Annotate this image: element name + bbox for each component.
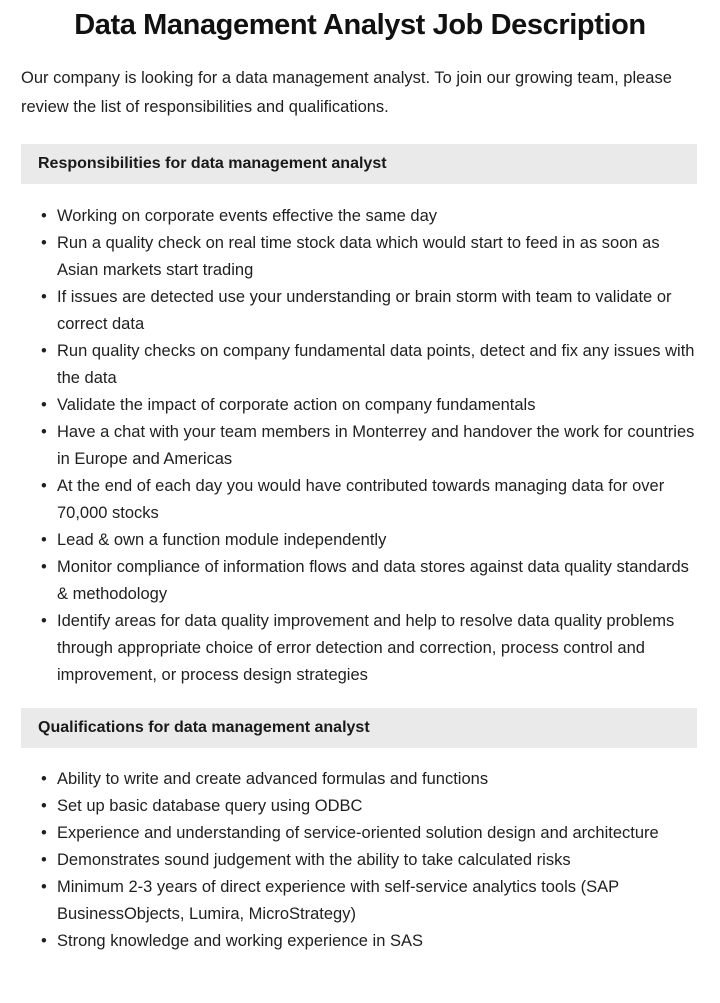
qualifications-heading-label: Qualifications for data management analyst (38, 719, 370, 736)
list-item (0, 820, 720, 847)
list-item-text: Have a chat with your team members in Monterrey and handover the work for countries in Europe and Americas (57, 423, 695, 468)
bullet-icon: • (41, 878, 47, 896)
qualifications-list (0, 748, 720, 955)
list-item-text: Working on corporate events effective the same day (57, 207, 438, 225)
bullet-icon: • (41, 851, 47, 869)
list-item (0, 527, 720, 554)
list-item (0, 203, 720, 230)
list-item-text: Set up basic database query using ODBC (57, 797, 363, 815)
bullet-icon: • (41, 234, 47, 252)
bullet-icon: • (41, 477, 47, 495)
list-item-text: At the end of each day you would have contributed towards managing data for over 70,000 stocks (57, 477, 665, 522)
bullet-icon: • (41, 558, 47, 576)
bullet-icon: • (41, 423, 47, 441)
list-item (0, 874, 720, 928)
list-item (0, 554, 720, 608)
list-item (0, 766, 720, 793)
bullet-icon: • (41, 612, 47, 630)
list-item (0, 847, 720, 874)
qualifications-section-header (21, 708, 697, 748)
bullet-icon: • (41, 932, 47, 950)
responsibilities-heading-label: Responsibilities for data management analyst (38, 155, 387, 172)
list-item-text: Lead & own a function module independently (57, 531, 387, 549)
list-item (0, 338, 720, 392)
responsibilities-list (0, 184, 720, 689)
list-item-text: Demonstrates sound judgement with the ability to take calculated risks (57, 851, 571, 869)
responsibilities-section-header (21, 144, 697, 184)
list-item-text: Validate the impact of corporate action on company fundamentals (57, 396, 536, 414)
list-item (0, 473, 720, 527)
spacer (0, 122, 720, 144)
bullet-icon: • (41, 770, 47, 788)
bullet-icon: • (41, 207, 47, 225)
bullet-icon: • (41, 824, 47, 842)
list-item-text: Identify areas for data quality improvement and help to resolve data quality problems through appropriate choice of error detection and correction, process control and improvement, or process design strategies (57, 612, 675, 684)
list-item (0, 284, 720, 338)
list-item-text: If issues are detected use your understanding or brain storm with team to validate or correct data (57, 288, 672, 333)
list-item-text: Run a quality check on real time stock data which would start to feed in as soon as Asian markets start trading (57, 234, 660, 279)
list-item (0, 392, 720, 419)
intro-paragraph: Our company is looking for a data management analyst. To join our growing team, please review the list of responsibilities and qualifications. (21, 69, 672, 116)
list-item (0, 928, 720, 955)
list-item-text: Strong knowledge and working experience in SAS (57, 932, 423, 950)
page-title: Data Management Analyst Job Description (74, 9, 646, 41)
bullet-icon: • (41, 396, 47, 414)
list-item-text: Run quality checks on company fundamental data points, detect and fix any issues with the data (57, 342, 695, 387)
bullet-icon: • (41, 531, 47, 549)
list-item (0, 608, 720, 689)
list-item (0, 230, 720, 284)
list-item-text: Experience and understanding of service-oriented solution design and architecture (57, 824, 659, 842)
list-item-text: Minimum 2-3 years of direct experience with self-service analytics tools (SAP BusinessObjects, Lumira, MicroStrategy) (57, 878, 619, 923)
spacer (0, 689, 720, 708)
list-item-text: Ability to write and create advanced formulas and functions (57, 770, 489, 788)
bullet-icon: • (41, 288, 47, 306)
list-item-text: Monitor compliance of information flows and data stores against data quality standards & methodology (57, 558, 689, 603)
list-item (0, 793, 720, 820)
bullet-icon: • (41, 342, 47, 360)
bullet-icon: • (41, 797, 47, 815)
list-item (0, 419, 720, 473)
